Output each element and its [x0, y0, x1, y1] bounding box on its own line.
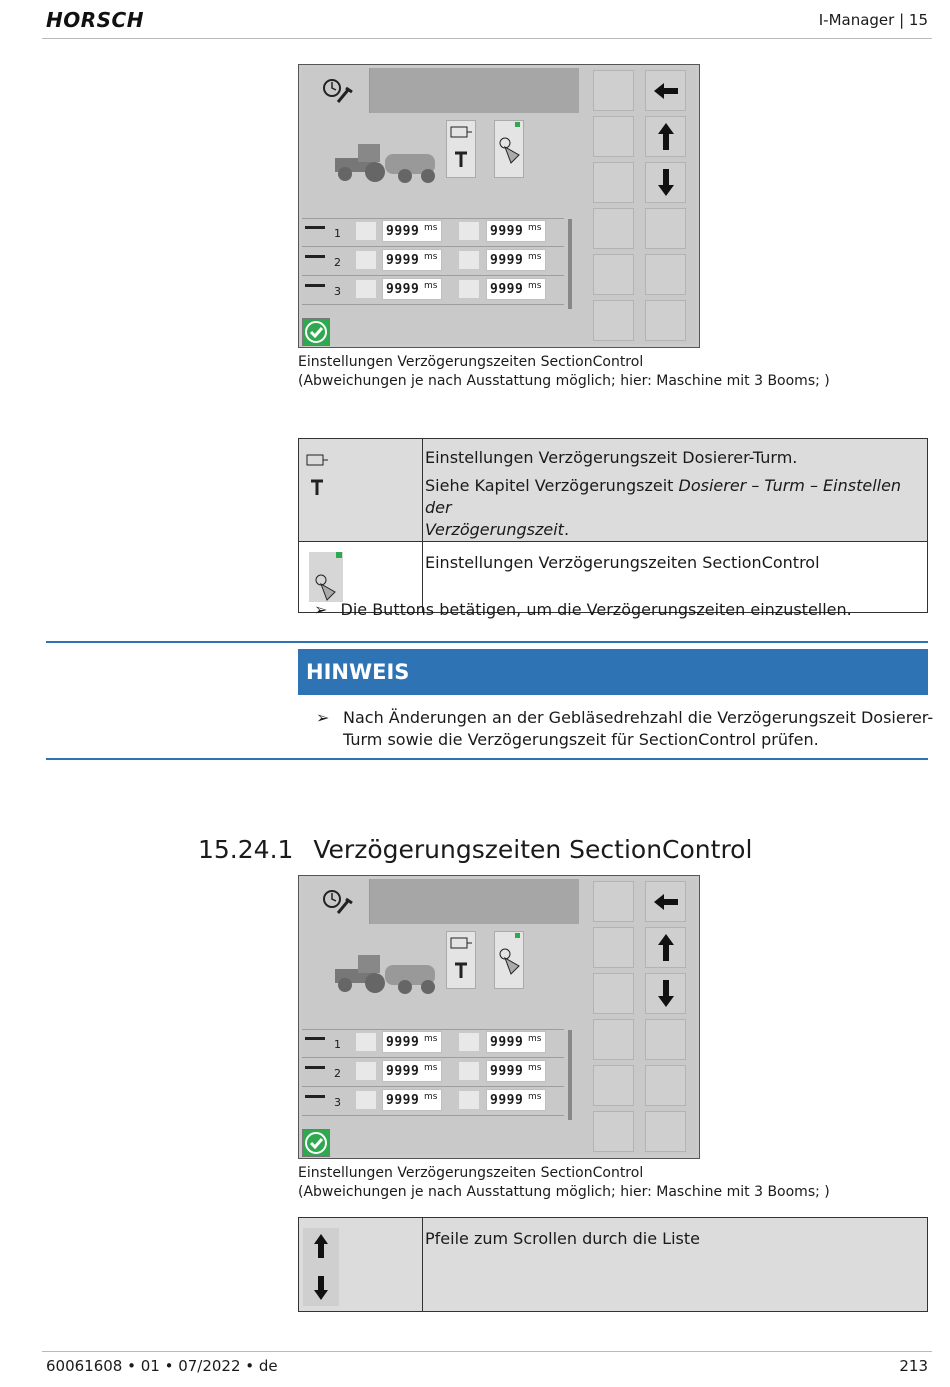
arrow-up-icon [646, 117, 685, 156]
arrow-left-icon [646, 882, 685, 921]
bullet-arrow-icon: ➢ [314, 600, 328, 619]
title-bar [302, 68, 579, 113]
header-divider [42, 38, 932, 39]
figure-caption-1: Einstellungen Verzögerungszeiten SectionControl (Abweichungen je nach Ausstattung möglich; hier: Maschine mit 3 Booms; ) [298, 354, 830, 389]
footer-document-id: 60061608 • 01 • 07/2022 • de [46, 1357, 278, 1375]
section-control-icon [309, 550, 349, 606]
delay-value-field[interactable]: 9999 ms [382, 1060, 442, 1082]
delay-value-field[interactable]: 9999 ms [382, 278, 442, 300]
delay-icon [459, 280, 479, 298]
metering-tower-icon [447, 932, 475, 988]
description-table-1 [298, 438, 928, 613]
instruction-item: ➢ Die Buttons betätigen, um die Verzögerungszeiten einzustellen. [314, 600, 852, 619]
delay-value-field[interactable]: 9999 ms [486, 278, 546, 300]
terminal-screen-1: 1 9999 ms 9999 ms 2 9999 ms 9999 ms 3 9999 ms 9999 ms [298, 64, 700, 348]
section-control-icon [495, 932, 523, 988]
back-button[interactable] [645, 881, 686, 922]
delay-value-field[interactable]: 9999 ms [382, 220, 442, 242]
boom-icon [305, 1037, 325, 1040]
section-control-button[interactable] [494, 120, 524, 178]
softkey[interactable] [593, 1111, 634, 1152]
softkey[interactable] [593, 300, 634, 341]
scroll-down-button[interactable] [645, 973, 686, 1014]
softkey[interactable] [645, 208, 686, 249]
table2-row1-text: Pfeile zum Scrollen durch die Liste [423, 1218, 928, 1312]
table1-row2-text: Einstellungen Verzögerungszeiten SectionControl [423, 542, 928, 613]
arrow-left-icon [646, 71, 685, 110]
softkey[interactable] [645, 254, 686, 295]
scroll-down-button[interactable] [645, 162, 686, 203]
softkey[interactable] [593, 162, 634, 203]
delay-icon [356, 222, 376, 240]
boom-icon [305, 226, 325, 229]
delay-icon [356, 1033, 376, 1051]
arrow-down-icon [646, 163, 685, 202]
softkey[interactable] [593, 1065, 634, 1106]
softkey[interactable] [593, 254, 634, 295]
metering-tower-icon [303, 449, 343, 509]
ok-button[interactable] [302, 1129, 330, 1157]
softkey[interactable] [593, 70, 634, 111]
metering-tower-button[interactable] [446, 931, 476, 989]
description-table-2 [298, 1217, 928, 1312]
notice-bottom-line [46, 758, 928, 760]
boom-icon [305, 255, 325, 258]
softkey[interactable] [645, 1065, 686, 1106]
scroll-arrows-icon [303, 1228, 339, 1306]
bullet-arrow-icon: ➢ [316, 708, 330, 727]
delay-icon [459, 1062, 479, 1080]
tractor-icon [330, 136, 450, 186]
boom-icon [305, 1095, 325, 1098]
delay-icon [356, 251, 376, 269]
boom-icon [305, 1066, 325, 1069]
footer-divider [42, 1351, 932, 1352]
delay-icon [459, 222, 479, 240]
delay-icon [356, 1091, 376, 1109]
softkey[interactable] [645, 300, 686, 341]
settings-wrench-icon [302, 68, 370, 113]
tractor-icon [330, 947, 450, 997]
notice-item: ➢ Nach Änderungen an der Gebläsedrehzahl die Verzögerungszeit Dosierer- Turm sowie die Verzögerungszeit für SectionControl prüfen. [316, 708, 934, 749]
scroll-up-button[interactable] [645, 927, 686, 968]
ok-check-icon [303, 319, 329, 345]
softkey[interactable] [645, 1019, 686, 1060]
softkey[interactable] [645, 1111, 686, 1152]
softkey[interactable] [593, 1019, 634, 1060]
delay-value-field[interactable]: 9999 ms [486, 249, 546, 271]
header-section: I-Manager | 15 [818, 11, 928, 29]
delay-value-field[interactable]: 9999 ms [486, 1060, 546, 1082]
settings-wrench-icon [302, 879, 370, 924]
notice-top-line [46, 641, 928, 643]
arrow-up-icon [646, 928, 685, 967]
delay-icon [459, 1091, 479, 1109]
metering-tower-button[interactable] [446, 120, 476, 178]
scrollbar[interactable] [568, 219, 572, 309]
boom-icon [305, 284, 325, 287]
softkey[interactable] [593, 116, 634, 157]
back-button[interactable] [645, 70, 686, 111]
softkey[interactable] [593, 927, 634, 968]
table1-row1-reference: Siehe Kapitel Verzögerungszeit Dosierer – Turm – Einstellen der Verzögerungszeit. [425, 476, 902, 539]
softkey[interactable] [593, 881, 634, 922]
notice-title: HINWEIS [298, 649, 928, 695]
delay-icon [356, 1062, 376, 1080]
arrow-down-icon [646, 974, 685, 1013]
section-control-icon [495, 121, 523, 177]
terminal-screen-2: 1 9999 ms 9999 ms 2 9999 ms 9999 ms 3 9999 ms 9999 ms [298, 875, 700, 1159]
section-heading: 15.24.1 Verzögerungszeiten SectionControl [198, 835, 753, 864]
delay-value-field[interactable]: 9999 ms [486, 220, 546, 242]
scrollbar[interactable] [568, 1030, 572, 1120]
delay-value-field[interactable]: 9999 ms [382, 249, 442, 271]
delay-value-field[interactable]: 9999 ms [382, 1089, 442, 1111]
ok-button[interactable] [302, 318, 330, 346]
metering-tower-icon [447, 121, 475, 177]
softkey[interactable] [593, 973, 634, 1014]
delay-icon [459, 251, 479, 269]
title-bar [302, 879, 579, 924]
softkey[interactable] [593, 208, 634, 249]
scroll-up-button[interactable] [645, 116, 686, 157]
page-number: 213 [899, 1357, 928, 1375]
delay-icon [356, 280, 376, 298]
delay-value-field[interactable]: 9999 ms [486, 1089, 546, 1111]
figure-caption-2: Einstellungen Verzögerungszeiten SectionControl (Abweichungen je nach Ausstattung möglich; hier: Maschine mit 3 Booms; ) [298, 1165, 830, 1200]
table1-row1-text: Einstellungen Verzögerungszeit Dosierer-Turm. [425, 448, 798, 467]
delay-value-field[interactable]: 9999 ms [382, 1031, 442, 1053]
ok-check-icon [303, 1130, 329, 1156]
delay-value-field[interactable]: 9999 ms [486, 1031, 546, 1053]
section-control-button[interactable] [494, 931, 524, 989]
brand-logo: HORSCH [46, 8, 144, 32]
delay-icon [459, 1033, 479, 1051]
